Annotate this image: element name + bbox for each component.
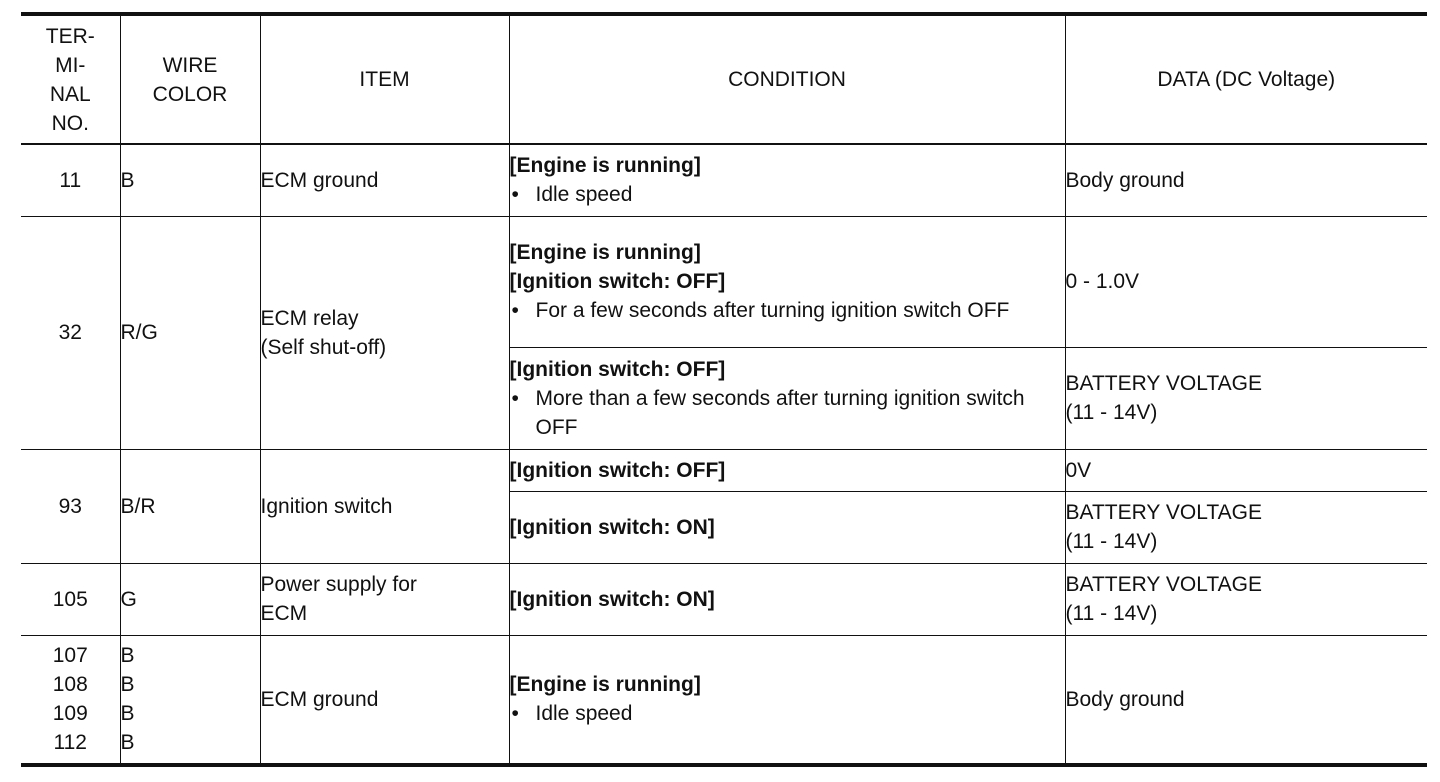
condition-cell bbox=[509, 491, 1065, 563]
wire-color: B bbox=[120, 144, 260, 216]
condition-cell bbox=[509, 635, 1065, 765]
bullet-icon: • bbox=[511, 299, 519, 322]
condition-heading: [Ignition switch: OFF] bbox=[509, 357, 726, 381]
header-item: ITEM bbox=[260, 14, 509, 144]
terminal-no: 32 bbox=[21, 216, 120, 449]
terminal-no: 107 108 109 112 bbox=[21, 635, 120, 765]
bullet-icon: • bbox=[511, 702, 519, 726]
data-cell: 0V bbox=[1065, 449, 1427, 491]
item-cell: ECM relay (Self shut-off) bbox=[260, 216, 509, 449]
data-cell: BATTERY VOLTAGE (11 - 14V) bbox=[1065, 491, 1427, 563]
bullet-icon: • bbox=[511, 183, 519, 207]
header-wire-color: WIRE COLOR bbox=[120, 14, 260, 144]
table-row bbox=[21, 449, 1427, 491]
terminal-no: 105 bbox=[21, 563, 120, 635]
wire-color: G bbox=[120, 563, 260, 635]
table-row bbox=[21, 635, 1427, 765]
terminal-no: 11 bbox=[21, 144, 120, 216]
condition-cell bbox=[509, 449, 1065, 491]
condition-cell bbox=[509, 216, 1065, 347]
data-cell: 0 - 1.0V bbox=[1065, 216, 1427, 347]
condition-heading: [Ignition switch: ON] bbox=[509, 515, 715, 539]
wire-color: B/R bbox=[120, 449, 260, 563]
condition-bullet: • For a few seconds after turning ignition switch OFF bbox=[510, 296, 1065, 325]
condition-cell bbox=[509, 563, 1065, 635]
data-cell: BATTERY VOLTAGE (11 - 14V) bbox=[1065, 347, 1427, 449]
terminal-no: 93 bbox=[21, 449, 120, 563]
condition-heading: [Ignition switch: OFF] bbox=[509, 270, 726, 293]
wire-color: B B B B bbox=[120, 635, 260, 765]
header-condition: CONDITION bbox=[509, 14, 1065, 144]
item-cell: ECM ground bbox=[260, 144, 509, 216]
header-terminal-no: TER- MI- NAL NO. bbox=[21, 14, 120, 144]
condition-heading: [Engine is running] bbox=[509, 154, 701, 178]
condition-bullet: • Idle speed bbox=[510, 180, 1065, 209]
table-row bbox=[21, 563, 1427, 635]
condition-cell bbox=[509, 144, 1065, 216]
data-cell: BATTERY VOLTAGE (11 - 14V) bbox=[1065, 563, 1427, 635]
condition-heading: [Ignition switch: ON] bbox=[509, 587, 715, 611]
condition-heading: [Engine is running] bbox=[509, 241, 701, 264]
condition-bullet: • Idle speed bbox=[510, 699, 1065, 728]
condition-heading: [Engine is running] bbox=[509, 673, 701, 697]
condition-heading: [Ignition switch: OFF] bbox=[509, 458, 726, 482]
ecm-terminal-table bbox=[21, 12, 1427, 767]
item-cell: Power supply for ECM bbox=[260, 563, 509, 635]
item-cell: ECM ground bbox=[260, 635, 509, 765]
data-cell: Body ground bbox=[1065, 635, 1427, 765]
item-cell: Ignition switch bbox=[260, 449, 509, 563]
condition-cell bbox=[509, 347, 1065, 449]
table-row bbox=[21, 144, 1427, 216]
data-cell: Body ground bbox=[1065, 144, 1427, 216]
wire-color: R/G bbox=[120, 216, 260, 449]
header-data: DATA (DC Voltage) bbox=[1065, 14, 1427, 144]
bullet-icon: • bbox=[511, 386, 519, 410]
table-row bbox=[21, 216, 1427, 347]
header-row bbox=[21, 14, 1427, 144]
condition-bullet: • More than a few seconds after turning ignition switch OFF bbox=[510, 384, 1065, 442]
